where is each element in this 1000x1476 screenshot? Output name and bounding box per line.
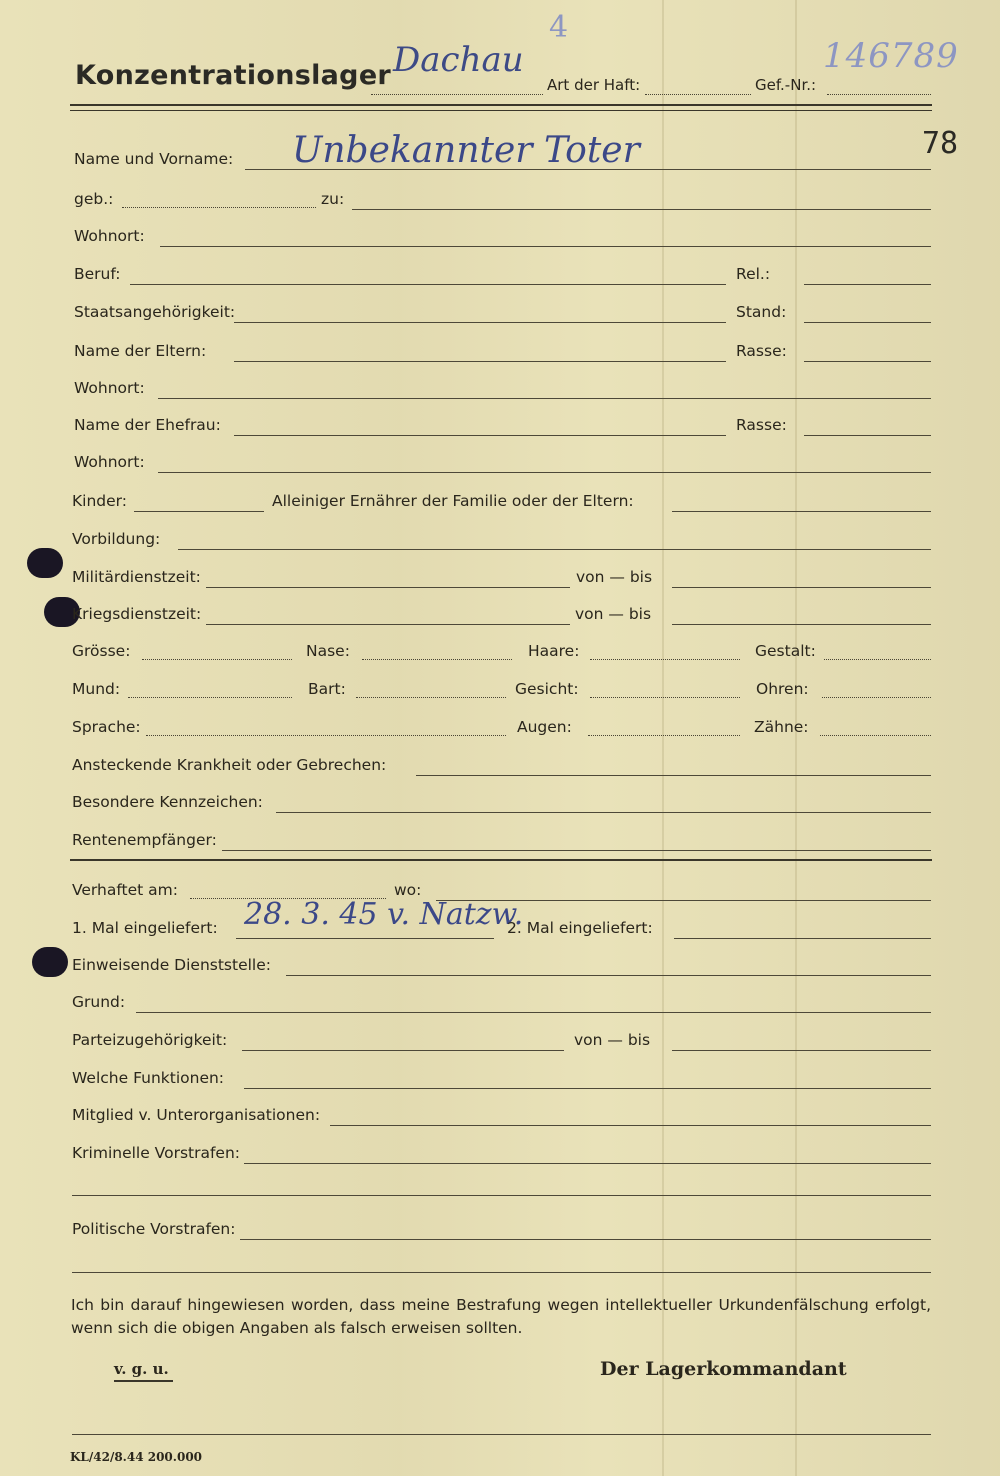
rasse-line	[804, 361, 931, 362]
wohnort-line	[158, 472, 931, 473]
gesicht-label: Gesicht:	[515, 680, 579, 698]
card-header	[75, 10, 959, 102]
haare-label: Haare:	[528, 642, 580, 660]
groesse-label: Grösse:	[72, 642, 131, 660]
row-staatsangehoerigkeit	[0, 303, 1000, 333]
besondere-line	[276, 812, 931, 813]
top-mark-handwritten: 4	[549, 10, 569, 45]
name-label: Name und Vorname:	[74, 150, 234, 168]
funktionen-line	[244, 1088, 931, 1089]
row-eingeliefert	[0, 897, 1000, 949]
partei-bis-line	[672, 1050, 931, 1051]
augen-line	[588, 735, 740, 736]
form-code: KL/42/8.44 200.000	[70, 1450, 203, 1464]
art-der-haft-label: Art der Haft:	[547, 76, 641, 94]
wo-label: wo:	[394, 881, 422, 899]
declaration-text: Ich bin darauf hingewiesen worden, dass meine Bestrafung wegen intellektueller Urkundenfälschung erfolgt, wenn sich die obigen Angaben als falsch erweisen sollten.	[71, 1296, 931, 1337]
zu-line	[352, 209, 931, 210]
rel-line	[804, 284, 931, 285]
rentenempfaenger-line	[222, 850, 931, 851]
grund-label: Grund:	[72, 993, 126, 1011]
wohnort-label: Wohnort:	[74, 453, 145, 471]
row-mitglied	[0, 1106, 1000, 1136]
camp-title: Konzentrationslager	[75, 60, 392, 91]
page-number: 78	[922, 126, 959, 161]
row-wohnort-3	[0, 453, 1000, 483]
partei-label: Parteizugehörigkeit:	[72, 1031, 228, 1049]
rasse-label: Rasse:	[736, 416, 787, 434]
kriegsdienstzeit-bis-line	[672, 624, 931, 625]
row-vorbildung	[0, 530, 1000, 560]
nase-label: Nase:	[306, 642, 350, 660]
bart-line	[356, 697, 506, 698]
gestalt-line	[824, 659, 931, 660]
wohnort-label: Wohnort:	[74, 227, 145, 245]
row-groesse	[0, 642, 1000, 672]
mitglied-label: Mitglied v. Unterorganisationen:	[72, 1106, 321, 1124]
art-der-haft-line	[645, 94, 751, 95]
gef-nr-line	[827, 94, 931, 95]
mal1-label: 1. Mal eingeliefert:	[72, 919, 218, 937]
politische-line-2	[72, 1272, 931, 1273]
gef-nr-label: Gef.-Nr.:	[755, 76, 817, 94]
gesicht-line	[590, 697, 740, 698]
rasse-label: Rasse:	[736, 342, 787, 360]
wohnort-line	[160, 246, 931, 247]
row-militaerdienstzeit	[0, 568, 1000, 598]
zaehne-line	[820, 735, 931, 736]
besondere-label: Besondere Kennzeichen:	[72, 793, 263, 811]
haare-line	[590, 659, 740, 660]
kommandant-label: Der Lagerkommandant	[600, 1358, 847, 1380]
row-grund	[0, 993, 1000, 1023]
row-besondere	[0, 793, 1000, 823]
row-name-eltern	[0, 342, 1000, 372]
von-bis-label: von — bis	[574, 1031, 651, 1049]
mal1-value-handwritten: 28. 3. 45 v. Natzw.	[244, 897, 524, 932]
ansteckende-line	[416, 775, 931, 776]
vorbildung-label: Vorbildung:	[72, 530, 161, 548]
politische-label: Politische Vorstrafen:	[72, 1220, 236, 1238]
mal1-line	[236, 938, 494, 939]
rasse-line	[804, 435, 931, 436]
header-rule	[70, 104, 932, 106]
row-funktionen	[0, 1069, 1000, 1099]
name-eltern-line	[234, 361, 726, 362]
row-rentenempfaenger	[0, 831, 1000, 861]
von-bis-label: von — bis	[575, 605, 652, 623]
grund-line	[136, 1012, 931, 1013]
mitglied-line	[330, 1125, 931, 1126]
row-sprache	[0, 718, 1000, 748]
row-kriegsdienstzeit	[0, 605, 1000, 635]
camp-name-handwritten: Dachau	[393, 40, 524, 80]
geb-label: geb.:	[74, 190, 114, 208]
wohnort-label: Wohnort:	[74, 379, 145, 397]
row-kriminelle	[0, 1144, 1000, 1174]
kriminelle-line-2	[72, 1195, 931, 1196]
row-geb	[0, 190, 1000, 220]
row-wohnort-1	[0, 227, 1000, 257]
row-beruf	[0, 265, 1000, 295]
rel-label: Rel.:	[736, 265, 771, 283]
row-einweisende	[0, 956, 1000, 986]
row-partei	[0, 1031, 1000, 1061]
alleiniger-label: Alleiniger Ernährer der Familie oder der Eltern:	[272, 492, 634, 510]
verhaftet-am-label: Verhaftet am:	[72, 881, 178, 899]
kinder-label: Kinder:	[72, 492, 127, 510]
staatsangehoerigkeit-line	[234, 322, 726, 323]
row-politische	[0, 1220, 1000, 1250]
kinder-line	[134, 511, 264, 512]
militaerdienstzeit-line	[206, 587, 570, 588]
ohren-label: Ohren:	[756, 680, 809, 698]
von-bis-label: von — bis	[576, 568, 653, 586]
augen-label: Augen:	[517, 718, 572, 736]
einweisende-label: Einweisende Dienststelle:	[72, 956, 271, 974]
kriegsdienstzeit-label: Kriegsdienstzeit:	[72, 605, 202, 623]
name-ehefrau-line	[234, 435, 726, 436]
staatsangehoerigkeit-label: Staatsangehörigkeit:	[74, 303, 236, 321]
einweisende-line	[286, 975, 931, 976]
militaerdienstzeit-label: Militärdienstzeit:	[72, 568, 201, 586]
bart-label: Bart:	[308, 680, 346, 698]
section-rule	[70, 859, 932, 861]
sprache-label: Sprache:	[72, 718, 141, 736]
rentenempfaenger-label: Rentenempfänger:	[72, 831, 217, 849]
gestalt-label: Gestalt:	[755, 642, 816, 660]
vgu-mark: v. g. u.	[114, 1360, 173, 1382]
kriminelle-line	[244, 1163, 931, 1164]
mund-label: Mund:	[72, 680, 121, 698]
ohren-line	[822, 697, 931, 698]
gef-nr-handwritten: 146789	[823, 36, 959, 76]
zu-label: zu:	[321, 190, 345, 208]
row-mund	[0, 680, 1000, 710]
beruf-line	[130, 284, 726, 285]
mund-line	[128, 697, 292, 698]
row-ansteckende	[0, 756, 1000, 786]
row-kinder	[0, 492, 1000, 522]
camp-dotted-line	[371, 94, 543, 95]
alleiniger-line	[672, 511, 931, 512]
partei-line	[242, 1050, 564, 1051]
nase-line	[362, 659, 512, 660]
groesse-line	[142, 659, 292, 660]
zaehne-label: Zähne:	[754, 718, 809, 736]
name-eltern-label: Name der Eltern:	[74, 342, 207, 360]
kriegsdienstzeit-line	[206, 624, 570, 625]
row-wohnort-2	[0, 379, 1000, 409]
kriminelle-label: Kriminelle Vorstrafen:	[72, 1144, 241, 1162]
mal2-label: 2. Mal eingeliefert:	[507, 919, 653, 937]
geb-line	[122, 207, 316, 208]
funktionen-label: Welche Funktionen:	[72, 1069, 225, 1087]
wohnort-line	[158, 398, 931, 399]
signature-line	[72, 1434, 931, 1435]
politische-line	[240, 1239, 931, 1240]
beruf-label: Beruf:	[74, 265, 121, 283]
row-name-ehefrau	[0, 416, 1000, 446]
name-value-handwritten: Unbekannter Toter	[292, 130, 640, 171]
ansteckende-label: Ansteckende Krankheit oder Gebrechen:	[72, 756, 387, 774]
name-ehefrau-label: Name der Ehefrau:	[74, 416, 221, 434]
stand-line	[804, 322, 931, 323]
header-rule-thin	[70, 110, 932, 111]
sprache-line	[146, 735, 506, 736]
stand-label: Stand:	[736, 303, 787, 321]
militaerdienstzeit-bis-line	[672, 587, 931, 588]
vorbildung-line	[178, 549, 931, 550]
mal2-line	[674, 938, 931, 939]
